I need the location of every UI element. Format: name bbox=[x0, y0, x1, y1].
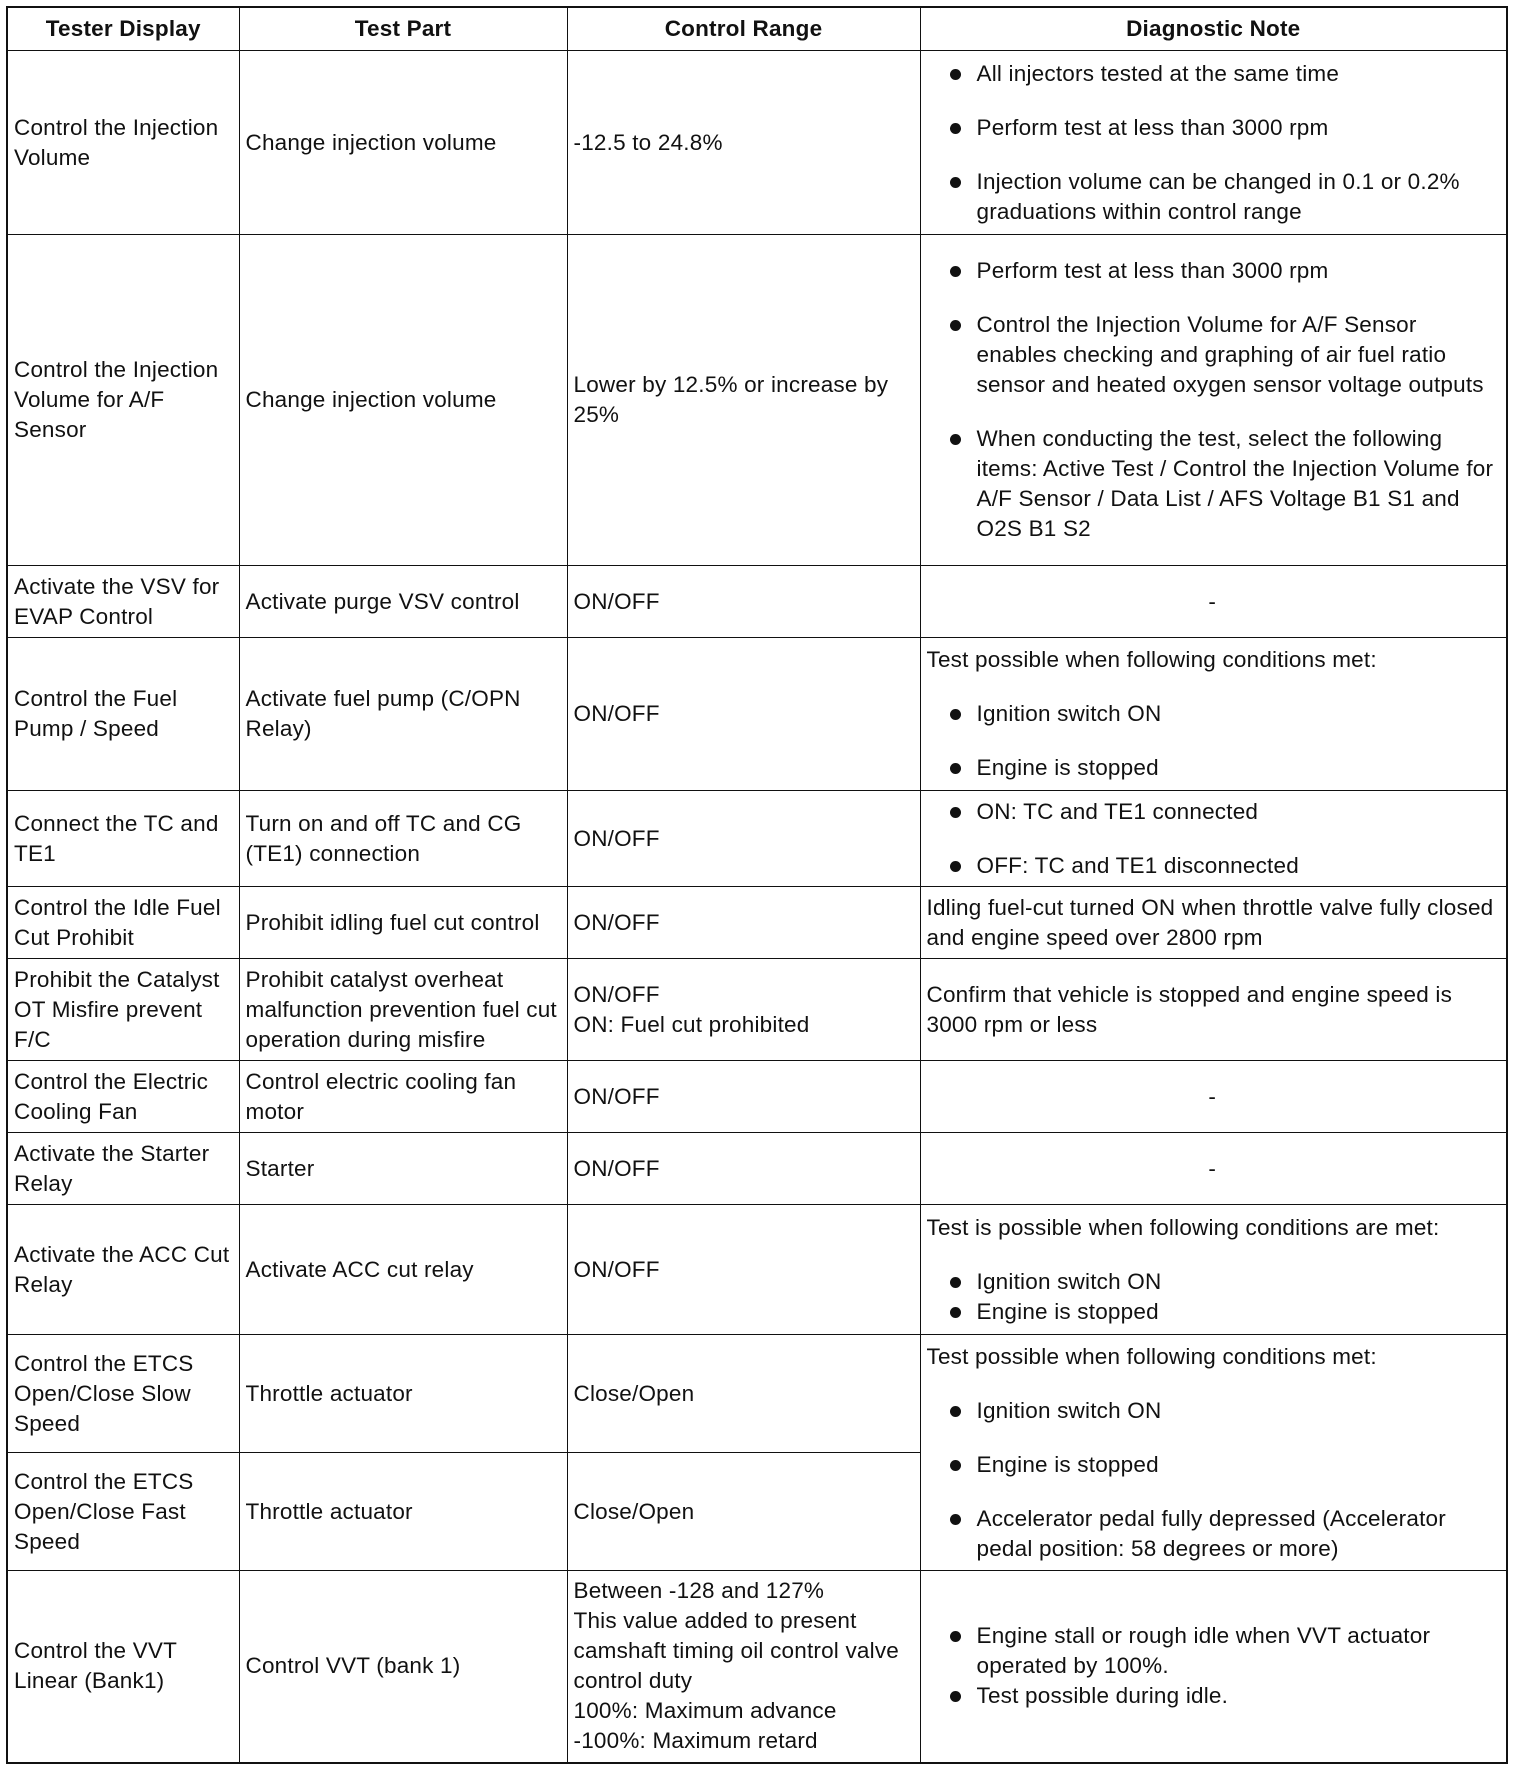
table-row bbox=[7, 791, 1507, 887]
test-part-cell: Activate fuel pump (C/OPN Relay) bbox=[239, 638, 567, 791]
note-bullet: Ignition switch ON bbox=[927, 1267, 1499, 1297]
diagnostic-note-cell bbox=[920, 638, 1507, 791]
diagnostic-note-cell bbox=[920, 235, 1507, 566]
control-range-line: 100%: Maximum advance bbox=[573, 1698, 837, 1724]
table-row bbox=[7, 235, 1507, 566]
active-test-table bbox=[6, 6, 1508, 1764]
test-part-cell: Turn on and off TC and CG (TE1) connection bbox=[239, 791, 567, 887]
control-range-cell: Lower by 12.5% or increase by 25% bbox=[567, 235, 920, 566]
tester-display-cell: Prohibit the Catalyst OT Misfire prevent F/C bbox=[7, 959, 239, 1061]
control-range-cell: ON/OFF bbox=[567, 1061, 920, 1133]
test-part-cell: Starter bbox=[239, 1133, 567, 1205]
control-range-line: -100%: Maximum retard bbox=[573, 1728, 818, 1754]
diagnostic-note-cell bbox=[920, 1335, 1507, 1571]
diagnostic-note-cell bbox=[920, 1571, 1507, 1763]
control-range-cell bbox=[567, 959, 920, 1061]
header-diagnostic-note: Diagnostic Note bbox=[920, 7, 1507, 51]
table-row bbox=[7, 1205, 1507, 1335]
control-range-cell: ON/OFF bbox=[567, 791, 920, 887]
test-part-cell: Control electric cooling fan motor bbox=[239, 1061, 567, 1133]
table-row bbox=[7, 959, 1507, 1061]
test-part-cell: Change injection volume bbox=[239, 51, 567, 235]
note-intro: Test possible when following conditions met: bbox=[926, 647, 1377, 672]
test-part-cell: Prohibit catalyst overheat malfunction prevention fuel cut operation during misfire bbox=[239, 959, 567, 1061]
note-bullet: Ignition switch ON bbox=[927, 699, 1499, 729]
control-range-line: This value added to present camshaft timing oil control valve control duty bbox=[573, 1608, 899, 1694]
diagnostic-note-cell bbox=[920, 1205, 1507, 1335]
test-part-cell: Change injection volume bbox=[239, 235, 567, 566]
tester-display-cell: Activate the Starter Relay bbox=[7, 1133, 239, 1205]
table-row bbox=[7, 887, 1507, 959]
control-range-cell bbox=[567, 1571, 920, 1763]
test-part-cell: Control VVT (bank 1) bbox=[239, 1571, 567, 1763]
tester-display-cell: Control the ETCS Open/Close Slow Speed bbox=[7, 1335, 239, 1453]
note-bullet: Engine is stopped bbox=[927, 753, 1499, 783]
note-bullet: Ignition switch ON bbox=[927, 1396, 1499, 1426]
note-intro: Test possible when following conditions met: bbox=[926, 1343, 1377, 1369]
header-test-part: Test Part bbox=[239, 7, 567, 51]
control-range-cell: ON/OFF bbox=[567, 638, 920, 791]
table-row bbox=[7, 566, 1507, 638]
control-range-cell: ON/OFF bbox=[567, 1133, 920, 1205]
tester-display-cell: Activate the ACC Cut Relay bbox=[7, 1205, 239, 1335]
table-row bbox=[7, 1571, 1507, 1763]
diagnostic-note-cell: Idling fuel-cut turned ON when throttle valve fully closed and engine speed over 2800 rpm bbox=[920, 887, 1507, 959]
note-bullet: OFF: TC and TE1 disconnected bbox=[927, 851, 1499, 881]
tester-display-cell: Activate the VSV for EVAP Control bbox=[7, 566, 239, 638]
tester-display-cell: Control the Injection Volume for A/F Sensor bbox=[7, 235, 239, 566]
note-bullet: Engine is stopped bbox=[927, 1450, 1499, 1480]
test-part-cell: Prohibit idling fuel cut control bbox=[239, 887, 567, 959]
tester-display-cell: Control the Electric Cooling Fan bbox=[7, 1061, 239, 1133]
diagnostic-note-cell: - bbox=[920, 1061, 1507, 1133]
control-range-line: ON/OFF bbox=[573, 981, 660, 1007]
test-part-cell: Throttle actuator bbox=[239, 1453, 567, 1571]
control-range-cell: ON/OFF bbox=[567, 566, 920, 638]
tester-display-cell: Control the ETCS Open/Close Fast Speed bbox=[7, 1453, 239, 1571]
control-range-cell: ON/OFF bbox=[567, 1205, 920, 1335]
header-row bbox=[7, 7, 1507, 51]
control-range-line: ON: Fuel cut prohibited bbox=[573, 1011, 810, 1037]
table-row bbox=[7, 1133, 1507, 1205]
tester-display-cell: Control the VVT Linear (Bank1) bbox=[7, 1571, 239, 1763]
note-bullet: ON: TC and TE1 connected bbox=[927, 797, 1499, 827]
tester-display-cell: Connect the TC and TE1 bbox=[7, 791, 239, 887]
note-bullet: When conducting the test, select the following items: Active Test / Control the Injection Volume for A/F Sensor / Data List / AFS Voltage B1 S1 and O2S B1 S2 bbox=[927, 424, 1499, 544]
note-bullet: All injectors tested at the same time bbox=[927, 59, 1499, 89]
note-bullet: Accelerator pedal fully depressed (Accelerator pedal position: 58 degrees or more) bbox=[927, 1504, 1499, 1564]
diagnostic-note-cell: - bbox=[920, 566, 1507, 638]
test-part-cell: Activate purge VSV control bbox=[239, 566, 567, 638]
note-intro: Test is possible when following conditions are met: bbox=[926, 1214, 1440, 1240]
note-bullet: Perform test at less than 3000 rpm bbox=[927, 256, 1499, 286]
table-row bbox=[7, 638, 1507, 791]
control-range-cell: Close/Open bbox=[567, 1335, 920, 1453]
test-part-cell: Throttle actuator bbox=[239, 1335, 567, 1453]
diagnostic-note-cell bbox=[920, 51, 1507, 235]
control-range-line: Between -128 and 127% bbox=[573, 1578, 825, 1604]
note-bullet: Control the Injection Volume for A/F Sensor enables checking and graphing of air fuel ratio sensor and heated oxygen sensor voltage outputs bbox=[927, 310, 1499, 400]
tester-display-cell: Control the Fuel Pump / Speed bbox=[7, 638, 239, 791]
header-tester-display: Tester Display bbox=[7, 7, 239, 51]
header-control-range: Control Range bbox=[567, 7, 920, 51]
table-row bbox=[7, 1061, 1507, 1133]
control-range-cell: Close/Open bbox=[567, 1453, 920, 1571]
note-bullet: Injection volume can be changed in 0.1 or 0.2% graduations within control range bbox=[927, 167, 1499, 227]
control-range-cell: -12.5 to 24.8% bbox=[567, 51, 920, 235]
tester-display-cell: Control the Idle Fuel Cut Prohibit bbox=[7, 887, 239, 959]
diagnostic-note-cell: Confirm that vehicle is stopped and engine speed is 3000 rpm or less bbox=[920, 959, 1507, 1061]
control-range-cell: ON/OFF bbox=[567, 887, 920, 959]
diagnostic-note-cell: - bbox=[920, 1133, 1507, 1205]
table-row bbox=[7, 1335, 1507, 1453]
note-bullet: Engine stall or rough idle when VVT actuator operated by 100%. bbox=[927, 1621, 1499, 1681]
note-bullet: Perform test at less than 3000 rpm bbox=[927, 113, 1499, 143]
table-row bbox=[7, 51, 1507, 235]
tester-display-cell: Control the Injection Volume bbox=[7, 51, 239, 235]
note-bullet: Engine is stopped bbox=[927, 1297, 1499, 1327]
diagnostic-note-cell bbox=[920, 791, 1507, 887]
note-bullet: Test possible during idle. bbox=[927, 1681, 1499, 1711]
test-part-cell: Activate ACC cut relay bbox=[239, 1205, 567, 1335]
